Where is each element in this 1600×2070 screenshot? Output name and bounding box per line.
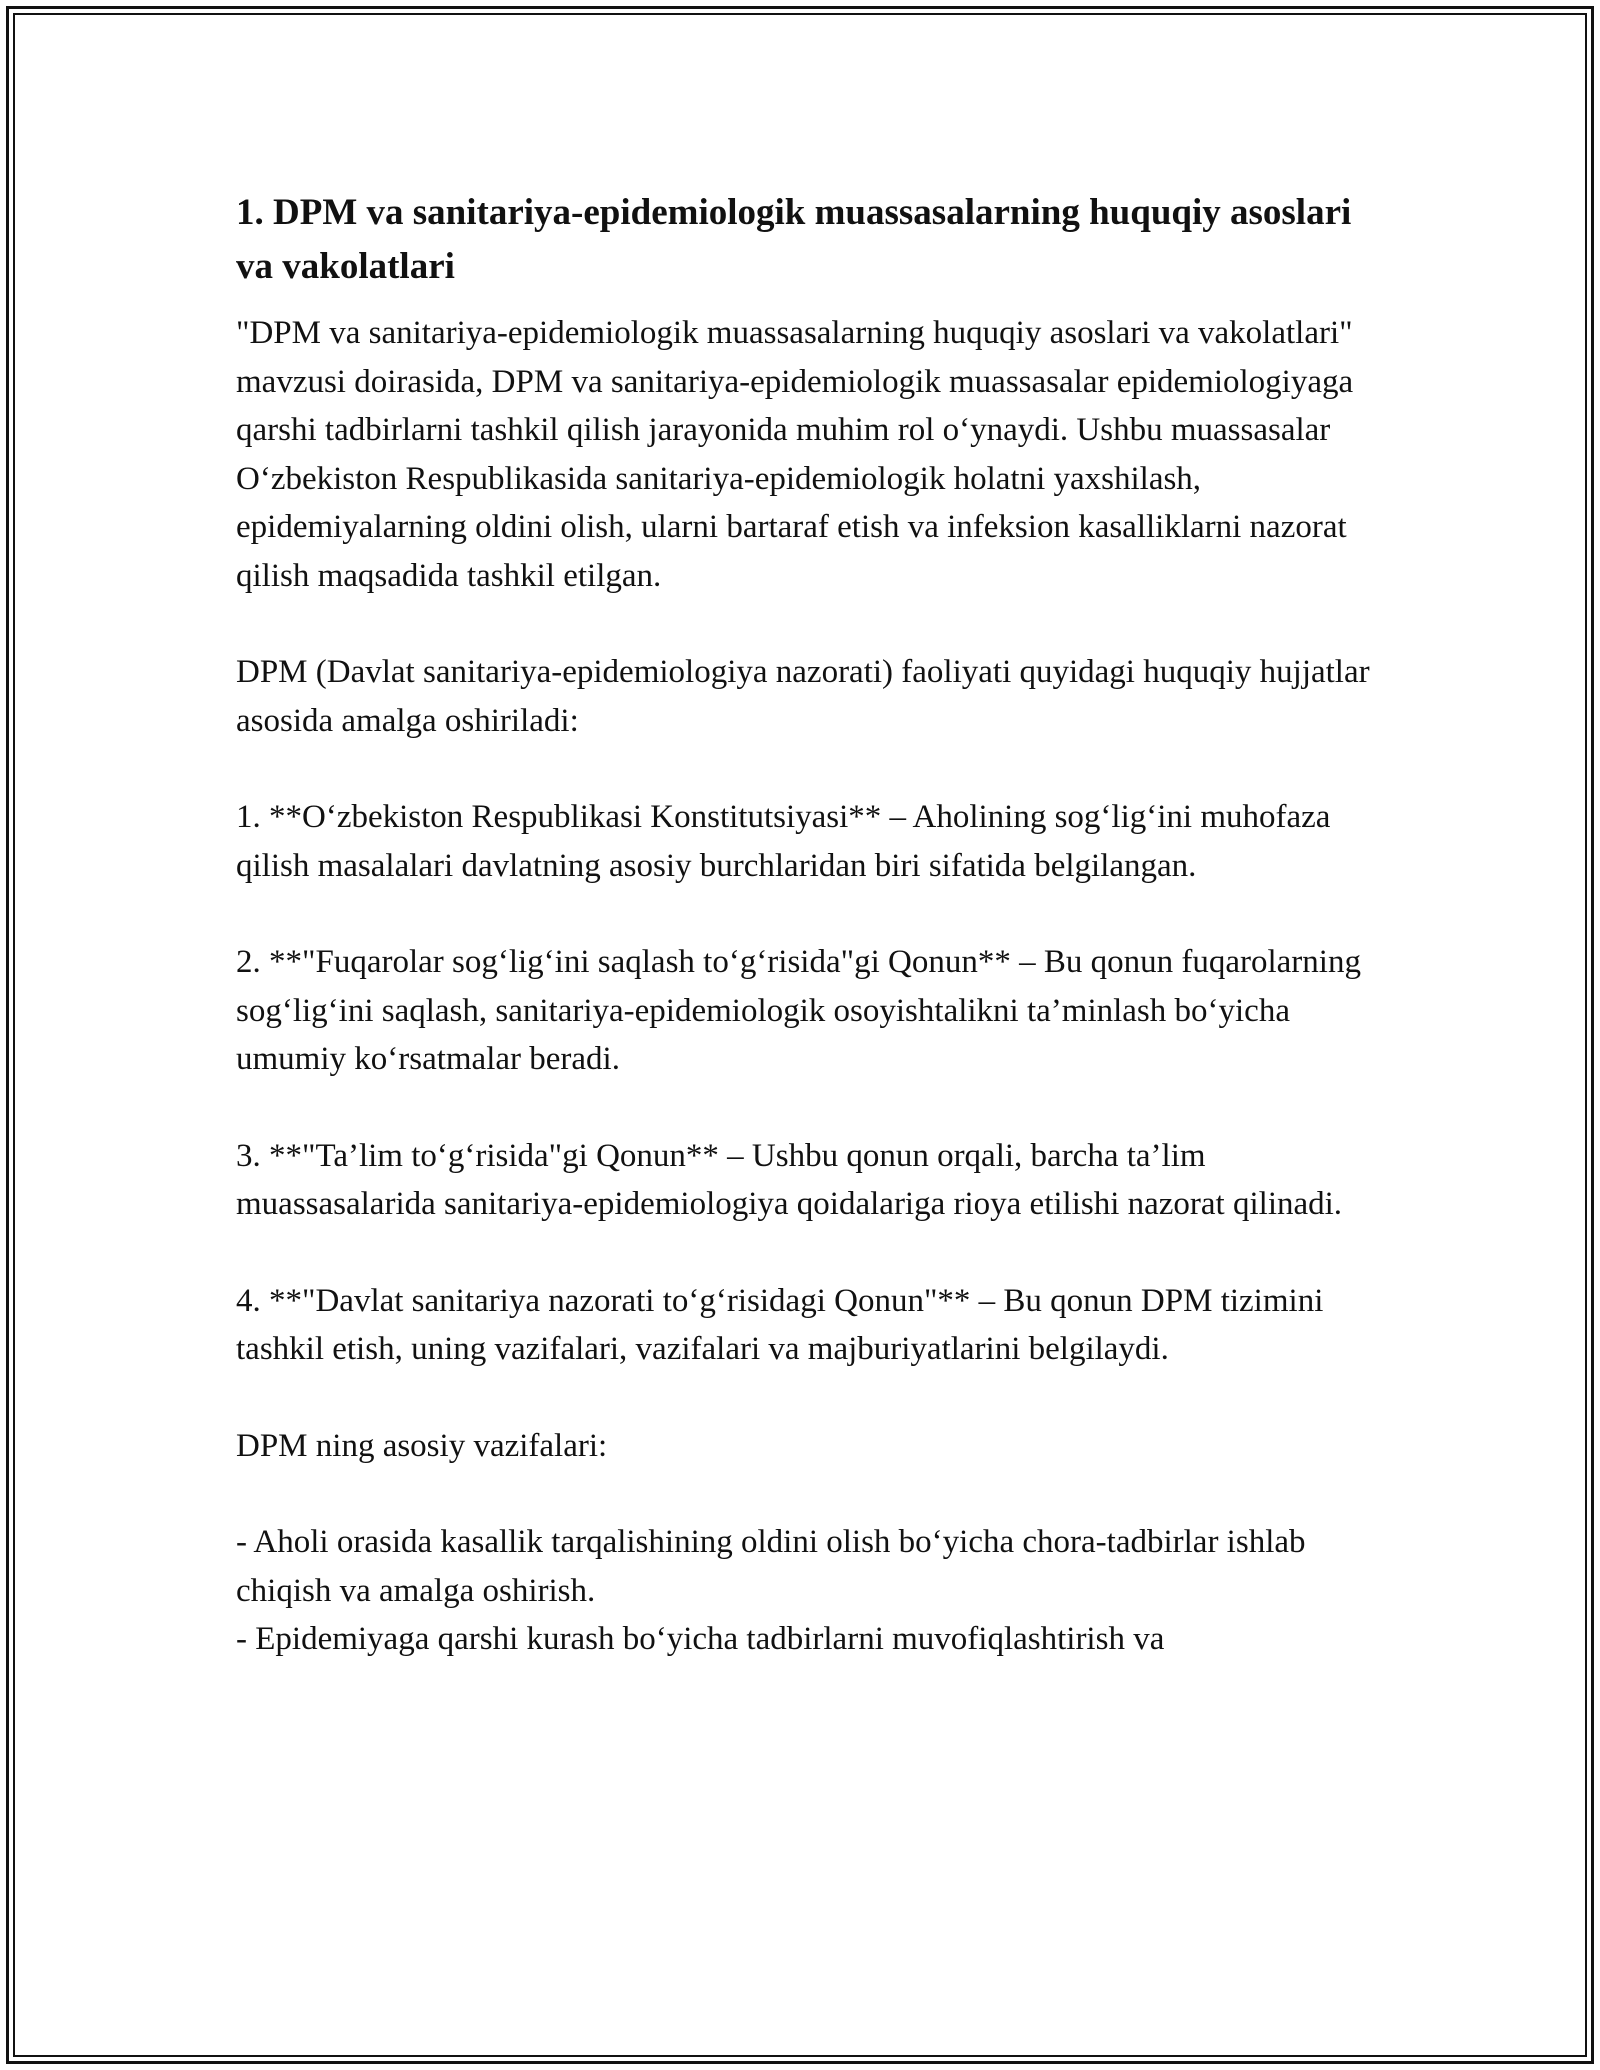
legal-item-4: 4. **"Davlat sanitariya nazorati to‘g‘risidagi Qonun"** – Bu qonun DPM tizimini tashkil etish, uning vazifalari, vazifalari va majburiyatlarini belgilaydi. <box>236 1282 1324 1367</box>
intro-paragraph: "DPM va sanitariya-epidemiologik muassasalarning huquqiy asoslari va vakolatlari" mavzusi doirasida, DPM va sanitariya-epidemiologik muassasalar epidemiologiyaga qarshi tadbirlarni tashkil qilish jarayonida muhim rol o‘ynaydi. Ushbu muassasalar O‘zbekiston Respublikasida sanitariya-epidemiologik holatni yaxshilash, epidemiyalarning oldini olish, ularni bartaraf etish va infeksion kasalliklarni nazorat qilish maqsadida tashkil etilgan. <box>236 315 1354 594</box>
task-item-1: - Aholi orasida kasallik tarqalishining oldini olish bo‘yicha chora-tadbirlar ishlab chiqish va amalga oshirish. <box>236 1524 1306 1609</box>
task-item-2: - Epidemiyaga qarshi kurash bo‘yicha tadbirlarni muvofiqlashtirish va <box>236 1621 1165 1657</box>
tasks-list <box>236 1518 1376 1664</box>
section-title: 1. DPM va sanitariya-epidemiologik muassasalarning huquqiy asoslari va vakolatlari <box>236 192 1352 287</box>
legal-item-1: 1. **O‘zbekiston Respublikasi Konstitutsiyasi** – Aholining sog‘lig‘ini muhofaza qilish masalalari davlatning asosiy burchlaridan biri sifatida belgilangan. <box>236 799 1331 884</box>
tasks-heading: DPM ning asosiy vazifalari: <box>236 1427 608 1464</box>
legal-item-3: 3. **"Ta’lim to‘g‘risida"gi Qonun** – Ushbu qonun orqali, barcha ta’lim muassasalarida sanitariya-epidemiologiya qoidalariga rioya etilishi nazorat qilinadi. <box>236 1137 1343 1222</box>
document-body <box>236 186 1376 1664</box>
legal-item-2: 2. **"Fuqarolar sog‘lig‘ini saqlash to‘g‘risida"gi Qonun** – Bu qonun fuqarolarning sog‘lig‘ini saqlash, sanitariya-epidemiologik osoyishtalikni ta’minlash bo‘yicha umumiy ko‘rsatmalar beradi. <box>236 944 1361 1077</box>
legal-basis-intro: DPM (Davlat sanitariya-epidemiologiya nazorati) faoliyati quyidagi huquqiy hujjatlar asosida amalga oshiriladi: <box>236 654 1370 739</box>
